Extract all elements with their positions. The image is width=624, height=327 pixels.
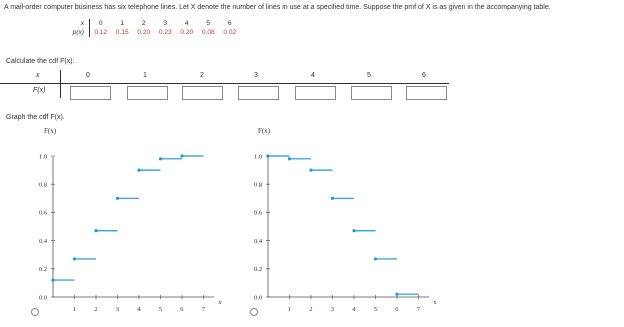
y-tick-label: 1.0	[254, 153, 263, 161]
x-tick-label: 3	[115, 306, 119, 313]
calc-prompt: Calculate the cdf F(x).	[6, 58, 75, 65]
cdf-f-header: F(x)	[33, 87, 46, 94]
y-tick-label: 0.2	[39, 266, 48, 274]
step-point	[159, 157, 162, 160]
cdf-x-cell: 3	[254, 72, 258, 79]
cdf-x-cell: 4	[311, 72, 315, 79]
pmf-p-row	[58, 28, 241, 37]
cdf-chart-option-a	[20, 140, 240, 320]
pmf-p-cell: 0.02	[223, 28, 237, 36]
step-point	[116, 197, 119, 200]
pmf-x-cell: 1	[120, 19, 125, 27]
x-tick-label: 5	[158, 306, 162, 313]
x-tick-label: 4	[137, 306, 141, 313]
cdf-x-cell: 2	[200, 72, 204, 79]
pmf-p-cell: 0.20	[180, 28, 194, 36]
x-tick-label: 7	[416, 306, 420, 313]
step-point	[51, 278, 54, 281]
step-point	[374, 257, 377, 260]
pmf-x-cell: 4	[184, 19, 189, 27]
chart-ylabel: F(x)	[258, 127, 271, 135]
pmf-x-cell: 3	[163, 19, 168, 27]
pmf-x-header: x	[58, 19, 90, 28]
step-point	[180, 154, 183, 157]
cdf-x-cell: 5	[367, 72, 371, 79]
pmf-p-cell: 0.15	[115, 28, 129, 36]
step-point	[94, 229, 97, 232]
step-point	[266, 154, 269, 157]
cdf-x-cell: 0	[86, 72, 90, 79]
step-point	[288, 157, 291, 160]
y-tick-label: 0.4	[254, 237, 263, 245]
step-point	[331, 197, 334, 200]
pmf-p-header: p(x)	[58, 28, 90, 37]
cdf-input-4[interactable]	[295, 86, 336, 100]
pmf-x-cell: 6	[227, 19, 232, 27]
y-tick-label: 0.8	[39, 181, 48, 189]
pmf-p-cell: 0.23	[158, 28, 172, 36]
x-tick-label: 6	[180, 306, 184, 313]
graph-option-b-radio[interactable]	[250, 308, 258, 316]
cdf-table-divider	[60, 70, 61, 98]
x-tick-label: 1	[287, 306, 291, 313]
y-tick-label: 0.2	[254, 266, 263, 274]
pmf-x-cell: 0	[98, 19, 103, 27]
y-tick-label: 0.6	[39, 209, 48, 217]
y-tick-label: 0.4	[39, 237, 48, 245]
pmf-p-cell: 0.20	[137, 28, 151, 36]
step-point	[73, 257, 76, 260]
pmf-x-row	[58, 19, 241, 28]
cdf-input-2[interactable]	[182, 86, 223, 100]
x-axis-label: x	[433, 299, 437, 306]
cdf-input-1[interactable]	[127, 86, 168, 100]
cdf-table-rule	[0, 83, 449, 84]
x-tick-label: 2	[309, 306, 313, 313]
chart-ylabel: F(x)	[44, 127, 57, 135]
cdf-x-header: x	[36, 72, 40, 79]
x-tick-label: 4	[352, 306, 356, 313]
pmf-x-cell: 2	[141, 19, 146, 27]
step-point	[137, 169, 140, 172]
x-tick-label: 6	[395, 306, 399, 313]
cdf-input-6[interactable]	[406, 86, 447, 100]
y-tick-label: 0.8	[254, 181, 263, 189]
y-tick-label: 1.0	[39, 153, 48, 161]
cdf-input-5[interactable]	[351, 86, 392, 100]
pmf-x-cell: 5	[206, 19, 211, 27]
x-tick-label: 2	[94, 306, 98, 313]
cdf-chart-option-b	[235, 140, 455, 320]
step-point	[395, 293, 398, 296]
x-tick-label: 1	[72, 306, 76, 313]
y-tick-label: 0.6	[254, 209, 263, 217]
pmf-p-cell: 0.12	[94, 28, 108, 36]
x-axis-label: x	[218, 299, 222, 306]
step-point	[309, 169, 312, 172]
cdf-x-cell: 1	[143, 72, 147, 79]
y-tick-label: 0.0	[39, 294, 48, 302]
x-tick-label: 5	[373, 306, 377, 313]
pmf-table	[58, 19, 241, 37]
graph-option-a-radio[interactable]	[31, 308, 39, 316]
pmf-p-cell: 0.08	[201, 28, 215, 36]
cdf-input-3[interactable]	[238, 86, 279, 100]
step-point	[352, 229, 355, 232]
x-tick-label: 7	[201, 306, 205, 313]
cdf-input-0[interactable]	[70, 86, 111, 100]
problem-intro: A mail-order computer business has six telephone lines. Let X denote the number of lines in use at a specified time. Suppose the pmf of X is as given in the accompanying table.	[4, 4, 551, 11]
y-tick-label: 0.0	[254, 294, 263, 302]
graph-prompt: Graph the cdf F(x).	[6, 114, 65, 121]
x-tick-label: 3	[330, 306, 334, 313]
cdf-x-cell: 6	[422, 72, 426, 79]
